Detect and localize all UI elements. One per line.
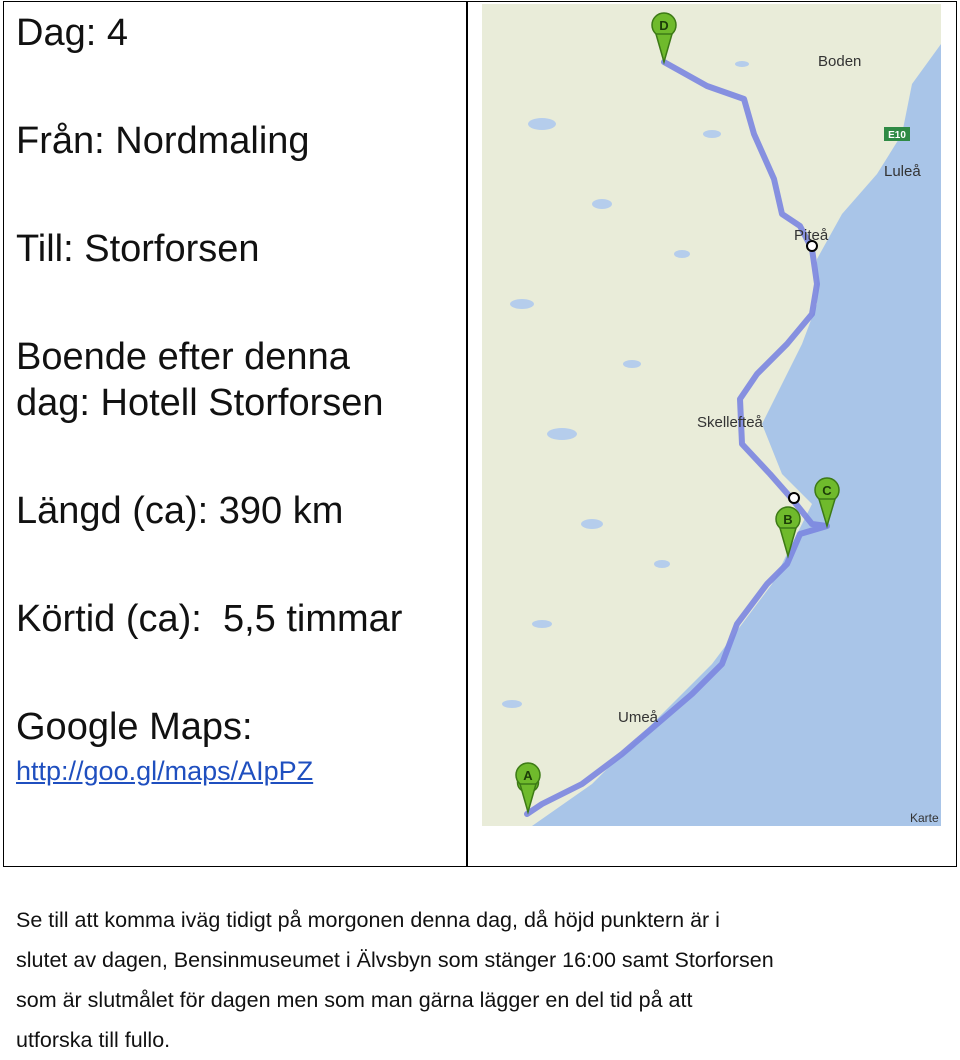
svg-text:A: A (523, 768, 533, 783)
trip-info (16, 10, 456, 787)
table-column-divider (466, 1, 468, 867)
to-label: Till: Storforsen (16, 228, 260, 270)
place-pitea: Piteå (794, 227, 829, 244)
place-umea: Umeå (618, 709, 659, 726)
map-attribution: Karte (910, 811, 939, 825)
note-line-4: utforska till fullo. (16, 1028, 171, 1052)
note-line-1: Se till att komma iväg tidigt på morgonen denna dag, då höjd punktern är i (16, 908, 720, 932)
trip-note (16, 900, 946, 1060)
route-map (482, 4, 941, 826)
drive-time-label: Körtid (ca): 5,5 timmar (16, 598, 403, 640)
place-lulea: Luleå (884, 163, 921, 180)
svg-text:B: B (783, 512, 793, 527)
note-line-3: som är slutmålet för dagen men som man gärna lägger en del tid på att (16, 988, 693, 1012)
waypoint-skelleftea (789, 493, 799, 503)
svg-text:C: C (822, 483, 832, 498)
length-label: Längd (ca): 390 km (16, 490, 344, 532)
lodging-line-1: Boende efter denna (16, 336, 350, 378)
from-label: Från: Nordmaling (16, 120, 310, 162)
place-boden: Boden (818, 53, 862, 70)
e10-text: E10 (888, 130, 906, 141)
note-line-2: slutet av dagen, Bensinmuseumet i Älvsbyn som stänger 16:00 samt Storforsen (16, 948, 774, 972)
lodging-line-2: dag: Hotell Storforsen (16, 382, 384, 424)
maps-label: Google Maps: (16, 706, 253, 748)
maps-link[interactable]: http://goo.gl/maps/AIpPZ (16, 756, 314, 786)
svg-text:D: D (659, 18, 669, 33)
day-label: Dag: 4 (16, 12, 128, 54)
place-skelleftea: Skellefteå (697, 414, 763, 431)
